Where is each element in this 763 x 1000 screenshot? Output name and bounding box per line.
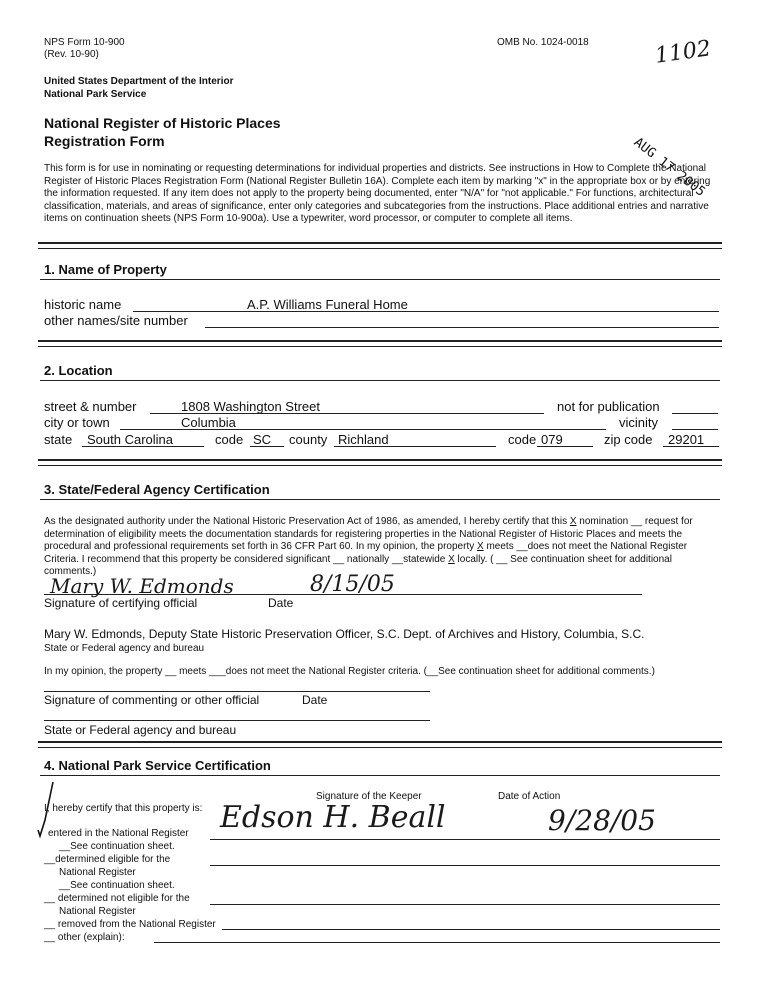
text: locally. ( __ See continuation sheet for additional [454, 553, 672, 565]
instruction-line: This form is for use in nominating or requesting determinations for individual properties and districts. See instructions in How to Complete the National [44, 163, 706, 174]
text: As the designated authority under the National Historic Preservation Act of 1986, as amended, I hereby certify that this [44, 516, 570, 527]
instruction-line: classification, materials, and areas of significance, enter only categories and subcategories from the instructions. Place additional entries and narrative [44, 200, 709, 212]
meets-mark[interactable]: X [477, 541, 484, 553]
form-number: NPS Form 10-900 [44, 37, 125, 48]
handwritten-number: 1102 [653, 36, 713, 69]
text: nomination __ request for [576, 516, 693, 527]
certification-text [44, 516, 693, 579]
section-2-heading: 2. Location [44, 363, 113, 378]
heading-rule [40, 775, 720, 776]
city-label: city or town [44, 415, 110, 430]
instruction-line: items on continuation sheets (NPS Form 10-900a). Use a typewriter, word processor, or computer to complete all items. [44, 213, 573, 225]
instruction-line: the information requested. If any item does not apply to the property being documented, enter "N/A" for "not applicable." For functions, architectural [44, 188, 694, 200]
divider [38, 346, 722, 347]
certifying-date: 8/15/05 [310, 572, 395, 597]
department: United States Department of the Interior [44, 76, 234, 87]
keeper-signature-label: Signature of the Keeper [316, 791, 422, 802]
state-code-label: code [215, 432, 244, 447]
status-label: National Register [59, 867, 136, 878]
section-3-heading: 3. State/Federal Agency Certification [44, 482, 270, 497]
statewide-mark[interactable]: X [448, 553, 455, 565]
form-title: National Register of Historic Places [44, 115, 281, 131]
received-date-stamp: AUG 17 2005 [630, 135, 708, 200]
zip-label: zip code [604, 432, 653, 447]
historic-name-value[interactable]: A.P. Williams Funeral Home [247, 297, 408, 312]
text: procedural and professional requirements set forth in 36 CFR Part 60. In my opinion, the property [44, 541, 478, 553]
county-label: county [289, 432, 328, 447]
field-line [120, 429, 606, 430]
field-line [210, 839, 720, 840]
vicinity-label: vicinity [619, 415, 659, 430]
street-value[interactable]: 1808 Washington Street [181, 399, 320, 414]
status-other[interactable]: __ other (explain): [44, 932, 125, 943]
commenting-date-label: Date [302, 693, 328, 707]
county-code-value[interactable]: 079 [541, 432, 563, 447]
date-label: Date [268, 596, 294, 610]
agency-bureau-label: State or Federal agency and bureau [44, 723, 237, 737]
status-continuation[interactable]: __See continuation sheet. [59, 880, 175, 891]
state-label: state [44, 432, 73, 447]
not-for-publication-label: not for publication [557, 399, 660, 414]
instructions [44, 163, 710, 226]
zip-value[interactable]: 29201 [668, 432, 705, 447]
divider [38, 459, 722, 461]
divider [38, 465, 722, 466]
certification-line [44, 541, 693, 554]
status-removed[interactable]: __ removed from the National Register [44, 919, 216, 930]
field-line [250, 446, 284, 447]
field-line [222, 929, 720, 930]
field-line [205, 327, 719, 328]
field-line [133, 311, 719, 312]
agency: National Park Service [44, 89, 147, 100]
status-label: National Register [59, 906, 136, 917]
certification-line [44, 554, 693, 567]
other-names-label: other names/site number [44, 313, 188, 328]
opinion-text: In my opinion, the property __ meets ___does not meet the National Register criteria. (__See continuation sheet for additional comments.) [44, 666, 655, 677]
street-label: street & number [44, 399, 137, 414]
field-line [672, 429, 718, 430]
status-determined-eligible[interactable]: __determined eligible for the [44, 854, 171, 865]
historic-name-label: historic name [44, 297, 122, 312]
certification-line: determination of eligibility meets the documentation standards for registering properties in the National Register of Historic Places and meets the [44, 528, 683, 540]
heading-rule [40, 380, 720, 381]
signature-line [44, 691, 430, 692]
text: meets __does not meet the National Register [483, 541, 688, 553]
field-line [150, 413, 544, 414]
field-line [82, 446, 204, 447]
field-line [154, 942, 720, 943]
state-code-value[interactable]: SC [253, 432, 272, 447]
field-line [334, 446, 496, 447]
section-1-heading: 1. Name of Property [44, 262, 167, 277]
field-line [663, 446, 719, 447]
certification-line: comments.) [44, 566, 97, 578]
county-value[interactable]: Richland [338, 432, 389, 447]
divider [38, 747, 722, 748]
divider [38, 248, 722, 249]
certify-text: I, hereby certify that this property is: [44, 803, 203, 814]
field-line [210, 904, 720, 905]
keeper-signature: Edson H. Beall [220, 800, 446, 835]
form-revision: (Rev. 10-90) [44, 49, 99, 60]
signature-line [44, 720, 430, 721]
action-date: 9/28/05 [548, 804, 656, 837]
section-4-heading: 4. National Park Service Certification [44, 758, 271, 773]
agency-label: State or Federal agency and bureau [44, 643, 205, 654]
field-line [672, 413, 718, 414]
divider [38, 741, 722, 743]
field-line [537, 446, 593, 447]
signature-label: Signature of certifying official [44, 596, 198, 610]
city-value[interactable]: Columbia [181, 415, 236, 430]
commenting-signature-label: Signature of commenting or other official [44, 693, 260, 707]
divider [38, 340, 722, 342]
heading-rule [40, 499, 720, 500]
county-code-label: code [508, 432, 537, 447]
status-continuation[interactable]: __See continuation sheet. [59, 841, 175, 852]
form-subtitle: Registration Form [44, 133, 165, 149]
instruction-line: Register of Historic Places Registration Form (National Register Bulletin 16A). Complete each item by marking "x" in the appropriate box or by entering [44, 175, 711, 187]
status-not-eligible[interactable]: __ determined not eligible for the [44, 893, 190, 904]
date-of-action-label: Date of Action [498, 791, 561, 802]
field-line [210, 865, 720, 866]
status-entered[interactable]: entered in the National Register [48, 828, 189, 839]
state-value[interactable]: South Carolina [87, 432, 173, 447]
divider [38, 242, 722, 244]
heading-rule [40, 279, 720, 280]
text: Criteria. I recommend that this property be considered significant __ nationally __statewide [44, 553, 449, 565]
nomination-mark[interactable]: X [569, 516, 577, 527]
official-name: Mary W. Edmonds, Deputy State Historic Preservation Officer, S.C. Dept. of Archives and History, Columbia, S.C. [44, 627, 645, 641]
certifying-signature: Mary W. Edmonds [50, 574, 234, 598]
signature-line [44, 594, 642, 595]
omb-number: OMB No. 1024-0018 [497, 37, 589, 48]
certification-line [44, 516, 693, 529]
